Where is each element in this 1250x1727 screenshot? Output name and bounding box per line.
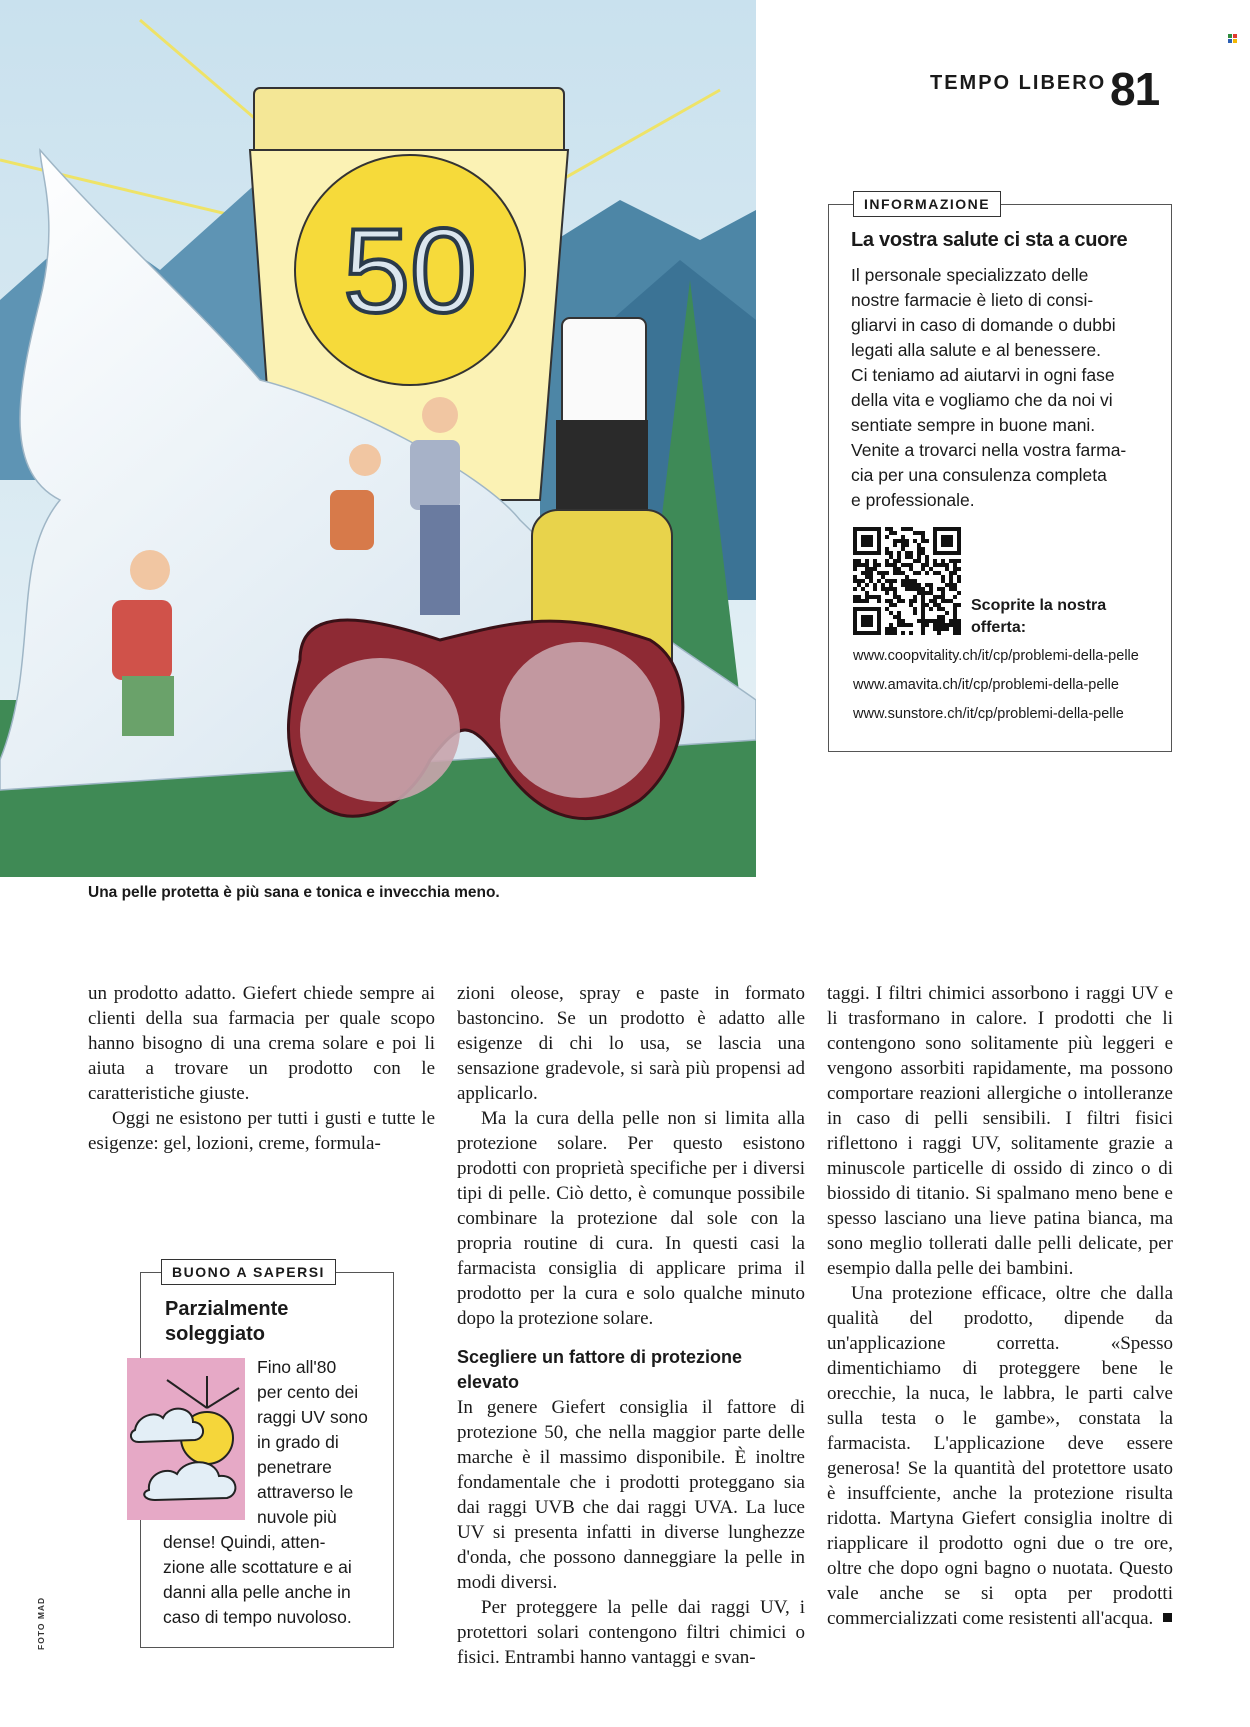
corner-logo-icon [1228,34,1237,43]
paragraph: Oggi ne esistono per tutti i gusti e tutte le esigenze: gel, lozioni, creme, formula- [88,1108,435,1154]
tip-title-line: soleggiato [165,1323,266,1345]
info-title: La vostra salute ci sta a cuore [851,229,1128,251]
paragraph [827,1281,1173,1631]
article-column-2 [457,981,805,1670]
end-mark-icon [1163,1613,1172,1622]
bottle-label: 50 [343,204,477,338]
info-line: e professionale. [851,490,975,510]
tip-line: per cento dei [257,1382,359,1402]
info-box [828,196,1172,752]
tip-tag: BUONO A SAPERSI [161,1259,336,1285]
tip-line: in grado di [257,1432,339,1452]
qr-caption [971,595,1151,639]
tip-title-line: Parzialmente [165,1298,289,1320]
link-amavita[interactable]: www.amavita.ch/it/cp/problemi-della-pelle [853,677,1119,693]
info-line: cia per una consulenza completa [851,465,1107,485]
tip-line: caso di tempo nuvoloso. [163,1607,352,1627]
paragraph-text: Una protezione efficace, oltre che dalla qualità del prodotto, dipende da un'applicazione corretta. «Spesso dimentichiamo di proteggere bene le orecchie, la nuca, le labbra, le parti calve sulla testa o le gambe», constata la farmacista. L'applicazione deve essere generosa! Se la quantità del protettore usato è insuffciente, anche la protezione risulta ridotta. Martyna Giefert consiglia inoltre di riapplicare il prodotto ogni due o tre ore, oltre che dopo ogni bagno o nuotata. Questo vale anche se si opta per prodotti commercializzati come resistenti all'acqua. [827,1283,1173,1629]
tip-line: penetrare [257,1457,332,1477]
paragraph: zioni oleose, spray e paste in formato bastoncino. Se un prodotto è adatto alle esigenze di chi lo usa, se lascia una sensazione gradevole, si sarà più propensi ad applicarlo. [457,983,805,1104]
paragraph: In genere Giefert consiglia il fattore di protezione 50, che nella maggior parte delle marche è il massimo disponibile. È inoltre fondamentale che i prodotti proteggano sia dai raggi UVB che dai raggi UVA. La luce UV si presenta infatti in diverse lunghezze d'onda, che possono danneggiare la pelle in modi diversi. [457,1397,805,1593]
tip-line: raggi UV sono [257,1407,368,1427]
paragraph: Per proteggere la pelle dai raggi UV, i protettori solari contengono filtri chimici o fisici. Entrambi hanno vantaggi e svan- [457,1597,805,1668]
info-line: nostre farmacie è lieto di consi- [851,290,1094,310]
info-line: sentiate sempre in buone mani. [851,415,1096,435]
tip-line: Fino all'80 [257,1357,337,1377]
qr-caption-line: Scoprite la nostra [971,597,1107,614]
info-line: gliarvi in caso di domande o dubbi [851,315,1116,335]
info-tag: INFORMAZIONE [853,191,1001,217]
info-body [851,263,1161,513]
tip-line: nuvole più [257,1507,337,1527]
photo-credit: FOTO MAD [36,1596,46,1650]
tip-line: danni alla pelle anche in [163,1582,351,1602]
link-coopvitality[interactable]: www.coopvitality.ch/it/cp/problemi-della-pelle [853,648,1139,664]
page-number: 81 [1110,63,1160,115]
section-label: TEMPO LIBERO [930,72,1107,94]
article-column-3 [827,981,1173,1631]
info-line: Ci teniamo ad aiutarvi in ogni fase [851,365,1115,385]
qr-caption-line: offerta: [971,619,1027,636]
info-line: Venite a trovarci nella vostra farma- [851,440,1127,460]
info-line: Il personale specializzato delle [851,265,1089,285]
tip-box [140,1264,394,1648]
sunscreen-illustration [0,0,756,877]
paragraph: Ma la cura della pelle non si limita alla protezione solare. Per questo esistono prodotti con proprietà specifiche per i diversi tipi di pelle. Ciò detto, è comunque possibile combinare la protezione dal sole con la propria routine di cura. In questi casi la farmacista consiglia di applicare prima il prodotto per la cura e solo qualche minuto dopo la protezione solare. [457,1108,805,1329]
subheading: Scegliere un fattore di protezione elevato [457,1347,743,1392]
link-sunstore[interactable]: www.sunstore.ch/it/cp/problemi-della-pelle [853,706,1124,722]
paragraph: un prodotto adatto. Giefert chiede sempre ai clienti della sua farmacia per quale scopo hanno bisogno di una crema solare e poi li aiuta a trovare un prodotto con le caratteristiche giuste. [88,983,435,1104]
tip-line: dense! Quindi, atten- [163,1532,326,1552]
tip-text [163,1355,381,1630]
article-column-1 [88,981,435,1156]
info-line: legati alla salute e al benessere. [851,340,1102,360]
paragraph: taggi. I filtri chimici assorbono i raggi UV e li trasformano in calore. I prodotti che li contengono sono solitamente più leggeri e vengono assorbiti rapidamente, ma possono comportare reazioni allergiche o intolleranze in caso di pelli sensibili. I filtri fisici riflettono i raggi UV, solitamente grazie a minuscole particelle di ossido di zinco o di biossido di titanio. Si spalmano meno bene e spesso lasciano una lieve patina bianca, ma sono meglio tollerati dalle pelli delicate, per esempio dalla pelle dei bambini. [827,983,1173,1279]
tip-line: attraverso le [257,1482,354,1502]
tip-title [165,1297,385,1347]
image-caption: Una pelle protetta è più sana e tonica e invecchia meno. [88,884,500,901]
tip-line: zione alle scottature e ai [163,1557,352,1577]
qr-code-icon[interactable] [853,527,961,635]
info-line: della vita e vogliamo che da noi vi [851,390,1113,410]
